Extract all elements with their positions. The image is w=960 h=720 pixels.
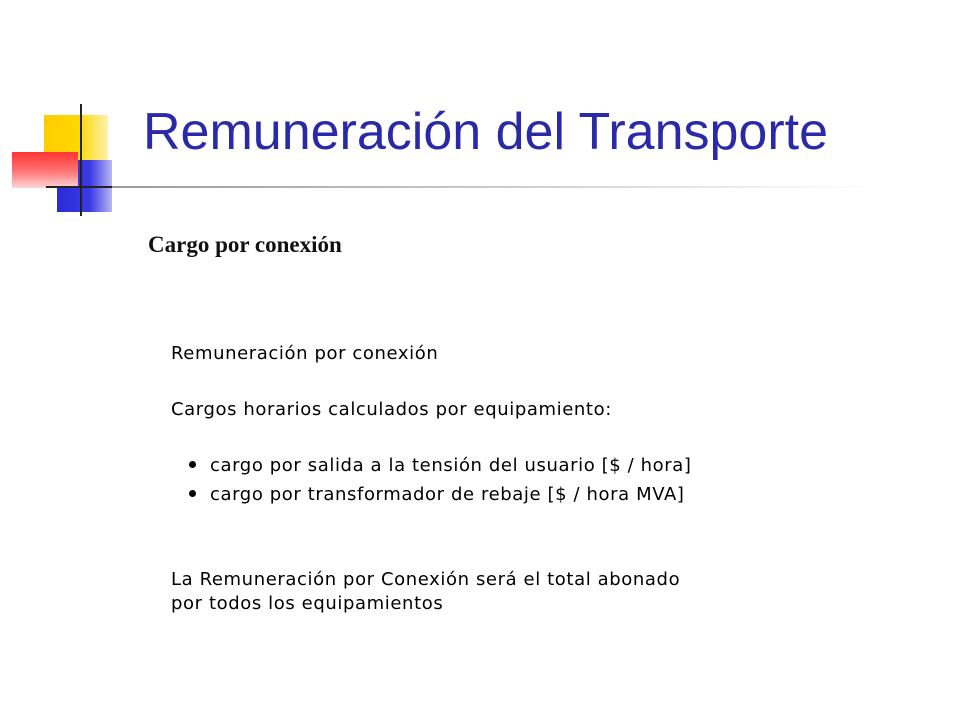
red-square <box>12 152 78 188</box>
title-underline <box>112 186 872 188</box>
bullet-text: cargo por salida a la tensión del usuario [$ / hora] <box>210 455 692 476</box>
slide-subtitle: Cargo por conexión <box>148 232 342 257</box>
bullet-list <box>189 454 692 512</box>
conclusion-line-1: La Remuneración por Conexión será el total abonado <box>171 569 681 590</box>
bullet-dot-icon <box>189 490 196 497</box>
slide-title: Remuneración del Transporte <box>143 103 829 161</box>
paragraph-cargos: Cargos horarios calculados por equipamiento: <box>171 399 612 420</box>
bullet-text: cargo por transformador de rebaje [$ / hora MVA] <box>210 484 685 505</box>
paragraph-remuneracion: Remuneración por conexión <box>171 343 439 364</box>
bullet-item <box>189 483 692 512</box>
vertical-line <box>80 104 82 216</box>
bullet-dot-icon <box>189 461 196 468</box>
slide-logo-decoration <box>0 0 140 230</box>
paragraph-conclusion <box>171 568 680 616</box>
bullet-item <box>189 454 692 483</box>
conclusion-line-2: por todos los equipamientos <box>171 593 444 614</box>
